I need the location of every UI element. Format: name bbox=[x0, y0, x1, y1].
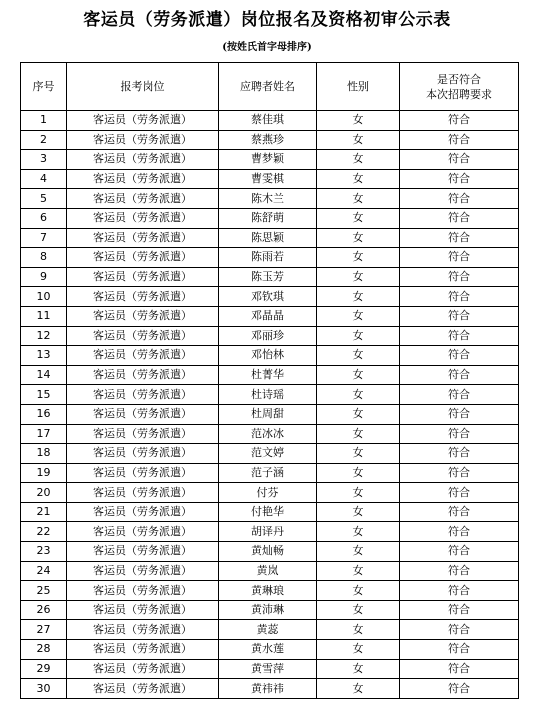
header-qualified-line1: 是否符合 bbox=[437, 72, 481, 86]
cell-qualified: 符合 bbox=[400, 248, 519, 268]
cell-gender: 女 bbox=[317, 679, 400, 699]
table-row bbox=[21, 659, 519, 679]
cell-serial-number: 30 bbox=[21, 679, 67, 699]
cell-qualified: 符合 bbox=[400, 444, 519, 464]
cell-applicant-name: 胡译丹 bbox=[219, 522, 317, 542]
cell-serial-number: 17 bbox=[21, 424, 67, 444]
page-subtitle: (按姓氏首字母排序) bbox=[222, 42, 312, 53]
table-row bbox=[21, 483, 519, 503]
cell-qualified: 符合 bbox=[400, 228, 519, 248]
cell-position: 客运员（劳务派遣） bbox=[67, 444, 219, 464]
cell-serial-number: 11 bbox=[21, 306, 67, 326]
cell-qualified: 符合 bbox=[400, 463, 519, 483]
cell-applicant-name: 杜菁华 bbox=[219, 365, 317, 385]
table-row bbox=[21, 306, 519, 326]
cell-serial-number: 27 bbox=[21, 620, 67, 640]
cell-applicant-name: 邓钦琪 bbox=[219, 287, 317, 307]
cell-serial-number: 8 bbox=[21, 248, 67, 268]
cell-gender: 女 bbox=[317, 306, 400, 326]
cell-serial-number: 13 bbox=[21, 346, 67, 366]
cell-applicant-name: 黄灿畅 bbox=[219, 542, 317, 562]
cell-qualified: 符合 bbox=[400, 169, 519, 189]
cell-gender: 女 bbox=[317, 659, 400, 679]
cell-qualified: 符合 bbox=[400, 620, 519, 640]
cell-position: 客运员（劳务派遣） bbox=[67, 581, 219, 601]
cell-serial-number: 24 bbox=[21, 561, 67, 581]
header-position: 报考岗位 bbox=[67, 63, 219, 111]
cell-serial-number: 25 bbox=[21, 581, 67, 601]
cell-applicant-name: 黄水莲 bbox=[219, 640, 317, 660]
cell-serial-number: 16 bbox=[21, 404, 67, 424]
cell-serial-number: 12 bbox=[21, 326, 67, 346]
table-row bbox=[21, 130, 519, 150]
table-row bbox=[21, 287, 519, 307]
cell-position: 客运员（劳务派遣） bbox=[67, 267, 219, 287]
cell-position: 客运员（劳务派遣） bbox=[67, 620, 219, 640]
cell-serial-number: 26 bbox=[21, 600, 67, 620]
cell-applicant-name: 陈玉芳 bbox=[219, 267, 317, 287]
cell-applicant-name: 黄雪萍 bbox=[219, 659, 317, 679]
cell-position: 客运员（劳务派遣） bbox=[67, 111, 219, 131]
table-row bbox=[21, 189, 519, 209]
cell-applicant-name: 蔡燕珍 bbox=[219, 130, 317, 150]
cell-serial-number: 9 bbox=[21, 267, 67, 287]
cell-applicant-name: 范文婷 bbox=[219, 444, 317, 464]
cell-position: 客运员（劳务派遣） bbox=[67, 424, 219, 444]
cell-position: 客运员（劳务派遣） bbox=[67, 208, 219, 228]
cell-applicant-name: 陈舒萌 bbox=[219, 208, 317, 228]
table-row bbox=[21, 404, 519, 424]
table-row bbox=[21, 169, 519, 189]
cell-applicant-name: 陈木兰 bbox=[219, 189, 317, 209]
cell-qualified: 符合 bbox=[400, 502, 519, 522]
table-row bbox=[21, 581, 519, 601]
cell-serial-number: 2 bbox=[21, 130, 67, 150]
cell-applicant-name: 黄琳琅 bbox=[219, 581, 317, 601]
table-row bbox=[21, 444, 519, 464]
table-row bbox=[21, 248, 519, 268]
cell-qualified: 符合 bbox=[400, 522, 519, 542]
table-row bbox=[21, 111, 519, 131]
page-title: 客运员（劳务派遣）岗位报名及资格初审公示表 bbox=[83, 10, 451, 30]
cell-qualified: 符合 bbox=[400, 365, 519, 385]
cell-applicant-name: 黄沛琳 bbox=[219, 600, 317, 620]
cell-applicant-name: 陈雨若 bbox=[219, 248, 317, 268]
cell-position: 客运员（劳务派遣） bbox=[67, 169, 219, 189]
table-row bbox=[21, 463, 519, 483]
header-row bbox=[21, 63, 519, 111]
cell-position: 客运员（劳务派遣） bbox=[67, 483, 219, 503]
cell-applicant-name: 邓怡林 bbox=[219, 346, 317, 366]
cell-qualified: 符合 bbox=[400, 287, 519, 307]
table-row bbox=[21, 150, 519, 170]
cell-gender: 女 bbox=[317, 502, 400, 522]
cell-position: 客运员（劳务派遣） bbox=[67, 248, 219, 268]
table-row bbox=[21, 542, 519, 562]
cell-qualified: 符合 bbox=[400, 150, 519, 170]
table-row bbox=[21, 522, 519, 542]
cell-qualified: 符合 bbox=[400, 306, 519, 326]
cell-gender: 女 bbox=[317, 522, 400, 542]
cell-serial-number: 4 bbox=[21, 169, 67, 189]
cell-applicant-name: 黄蕊 bbox=[219, 620, 317, 640]
header-qualified-line2: 本次招聘要求 bbox=[426, 87, 492, 101]
table-row bbox=[21, 346, 519, 366]
cell-gender: 女 bbox=[317, 483, 400, 503]
cell-gender: 女 bbox=[317, 267, 400, 287]
cell-serial-number: 23 bbox=[21, 542, 67, 562]
table-row bbox=[21, 620, 519, 640]
cell-position: 客运员（劳务派遣） bbox=[67, 640, 219, 660]
cell-qualified: 符合 bbox=[400, 659, 519, 679]
cell-serial-number: 6 bbox=[21, 208, 67, 228]
cell-applicant-name: 范冰冰 bbox=[219, 424, 317, 444]
cell-serial-number: 10 bbox=[21, 287, 67, 307]
cell-applicant-name: 范子涵 bbox=[219, 463, 317, 483]
cell-gender: 女 bbox=[317, 228, 400, 248]
cell-qualified: 符合 bbox=[400, 130, 519, 150]
cell-gender: 女 bbox=[317, 561, 400, 581]
cell-serial-number: 1 bbox=[21, 111, 67, 131]
header-qualified bbox=[400, 63, 519, 111]
cell-gender: 女 bbox=[317, 463, 400, 483]
cell-gender: 女 bbox=[317, 444, 400, 464]
cell-qualified: 符合 bbox=[400, 600, 519, 620]
cell-position: 客运员（劳务派遣） bbox=[67, 189, 219, 209]
cell-qualified: 符合 bbox=[400, 326, 519, 346]
cell-qualified: 符合 bbox=[400, 679, 519, 699]
cell-serial-number: 20 bbox=[21, 483, 67, 503]
cell-applicant-name: 陈思颖 bbox=[219, 228, 317, 248]
cell-serial-number: 29 bbox=[21, 659, 67, 679]
cell-gender: 女 bbox=[317, 111, 400, 131]
cell-applicant-name: 付芬 bbox=[219, 483, 317, 503]
cell-gender: 女 bbox=[317, 600, 400, 620]
cell-qualified: 符合 bbox=[400, 640, 519, 660]
cell-qualified: 符合 bbox=[400, 561, 519, 581]
cell-gender: 女 bbox=[317, 208, 400, 228]
table-row bbox=[21, 228, 519, 248]
cell-position: 客运员（劳务派遣） bbox=[67, 365, 219, 385]
header-serial-number: 序号 bbox=[21, 63, 67, 111]
cell-serial-number: 15 bbox=[21, 385, 67, 405]
cell-serial-number: 22 bbox=[21, 522, 67, 542]
cell-gender: 女 bbox=[317, 424, 400, 444]
cell-applicant-name: 邓晶晶 bbox=[219, 306, 317, 326]
cell-applicant-name: 黄祎祎 bbox=[219, 679, 317, 699]
cell-gender: 女 bbox=[317, 620, 400, 640]
cell-qualified: 符合 bbox=[400, 581, 519, 601]
table-row bbox=[21, 679, 519, 699]
cell-qualified: 符合 bbox=[400, 542, 519, 562]
cell-position: 客运员（劳务派遣） bbox=[67, 404, 219, 424]
cell-qualified: 符合 bbox=[400, 267, 519, 287]
cell-serial-number: 3 bbox=[21, 150, 67, 170]
cell-qualified: 符合 bbox=[400, 424, 519, 444]
cell-serial-number: 7 bbox=[21, 228, 67, 248]
cell-gender: 女 bbox=[317, 150, 400, 170]
cell-gender: 女 bbox=[317, 326, 400, 346]
table-row bbox=[21, 385, 519, 405]
cell-serial-number: 18 bbox=[21, 444, 67, 464]
cell-gender: 女 bbox=[317, 542, 400, 562]
table-row bbox=[21, 640, 519, 660]
cell-position: 客运员（劳务派遣） bbox=[67, 287, 219, 307]
cell-position: 客运员（劳务派遣） bbox=[67, 679, 219, 699]
cell-applicant-name: 付艳华 bbox=[219, 502, 317, 522]
cell-position: 客运员（劳务派遣） bbox=[67, 326, 219, 346]
cell-qualified: 符合 bbox=[400, 346, 519, 366]
table-row bbox=[21, 208, 519, 228]
cell-gender: 女 bbox=[317, 365, 400, 385]
cell-qualified: 符合 bbox=[400, 189, 519, 209]
cell-position: 客运员（劳务派遣） bbox=[67, 600, 219, 620]
cell-position: 客运员（劳务派遣） bbox=[67, 561, 219, 581]
header-gender: 性别 bbox=[317, 63, 400, 111]
table-row bbox=[21, 600, 519, 620]
cell-gender: 女 bbox=[317, 189, 400, 209]
cell-position: 客运员（劳务派遣） bbox=[67, 306, 219, 326]
cell-applicant-name: 邓丽珍 bbox=[219, 326, 317, 346]
cell-applicant-name: 杜诗瑶 bbox=[219, 385, 317, 405]
cell-gender: 女 bbox=[317, 130, 400, 150]
cell-position: 客运员（劳务派遣） bbox=[67, 522, 219, 542]
cell-position: 客运员（劳务派遣） bbox=[67, 150, 219, 170]
table-row bbox=[21, 326, 519, 346]
cell-qualified: 符合 bbox=[400, 404, 519, 424]
cell-qualified: 符合 bbox=[400, 111, 519, 131]
cell-qualified: 符合 bbox=[400, 385, 519, 405]
cell-serial-number: 14 bbox=[21, 365, 67, 385]
cell-position: 客运员（劳务派遣） bbox=[67, 659, 219, 679]
cell-applicant-name: 曹梦颖 bbox=[219, 150, 317, 170]
cell-applicant-name: 曹雯棋 bbox=[219, 169, 317, 189]
cell-applicant-name: 蔡佳琪 bbox=[219, 111, 317, 131]
table-row bbox=[21, 561, 519, 581]
cell-position: 客运员（劳务派遣） bbox=[67, 385, 219, 405]
cell-position: 客运员（劳务派遣） bbox=[67, 542, 219, 562]
table-row bbox=[21, 365, 519, 385]
applicant-table bbox=[20, 62, 519, 699]
table-row bbox=[21, 267, 519, 287]
table-row bbox=[21, 424, 519, 444]
cell-serial-number: 19 bbox=[21, 463, 67, 483]
cell-gender: 女 bbox=[317, 287, 400, 307]
cell-gender: 女 bbox=[317, 640, 400, 660]
cell-qualified: 符合 bbox=[400, 208, 519, 228]
cell-serial-number: 28 bbox=[21, 640, 67, 660]
cell-applicant-name: 黄岚 bbox=[219, 561, 317, 581]
cell-gender: 女 bbox=[317, 404, 400, 424]
cell-gender: 女 bbox=[317, 385, 400, 405]
cell-qualified: 符合 bbox=[400, 483, 519, 503]
cell-position: 客运员（劳务派遣） bbox=[67, 463, 219, 483]
cell-serial-number: 21 bbox=[21, 502, 67, 522]
cell-position: 客运员（劳务派遣） bbox=[67, 346, 219, 366]
cell-position: 客运员（劳务派遣） bbox=[67, 502, 219, 522]
cell-serial-number: 5 bbox=[21, 189, 67, 209]
table-body bbox=[21, 111, 519, 699]
cell-gender: 女 bbox=[317, 169, 400, 189]
cell-applicant-name: 杜周甜 bbox=[219, 404, 317, 424]
cell-gender: 女 bbox=[317, 346, 400, 366]
table-row bbox=[21, 502, 519, 522]
table-header bbox=[21, 63, 519, 111]
header-applicant-name: 应聘者姓名 bbox=[219, 63, 317, 111]
cell-position: 客运员（劳务派遣） bbox=[67, 228, 219, 248]
cell-position: 客运员（劳务派遣） bbox=[67, 130, 219, 150]
cell-gender: 女 bbox=[317, 581, 400, 601]
cell-gender: 女 bbox=[317, 248, 400, 268]
